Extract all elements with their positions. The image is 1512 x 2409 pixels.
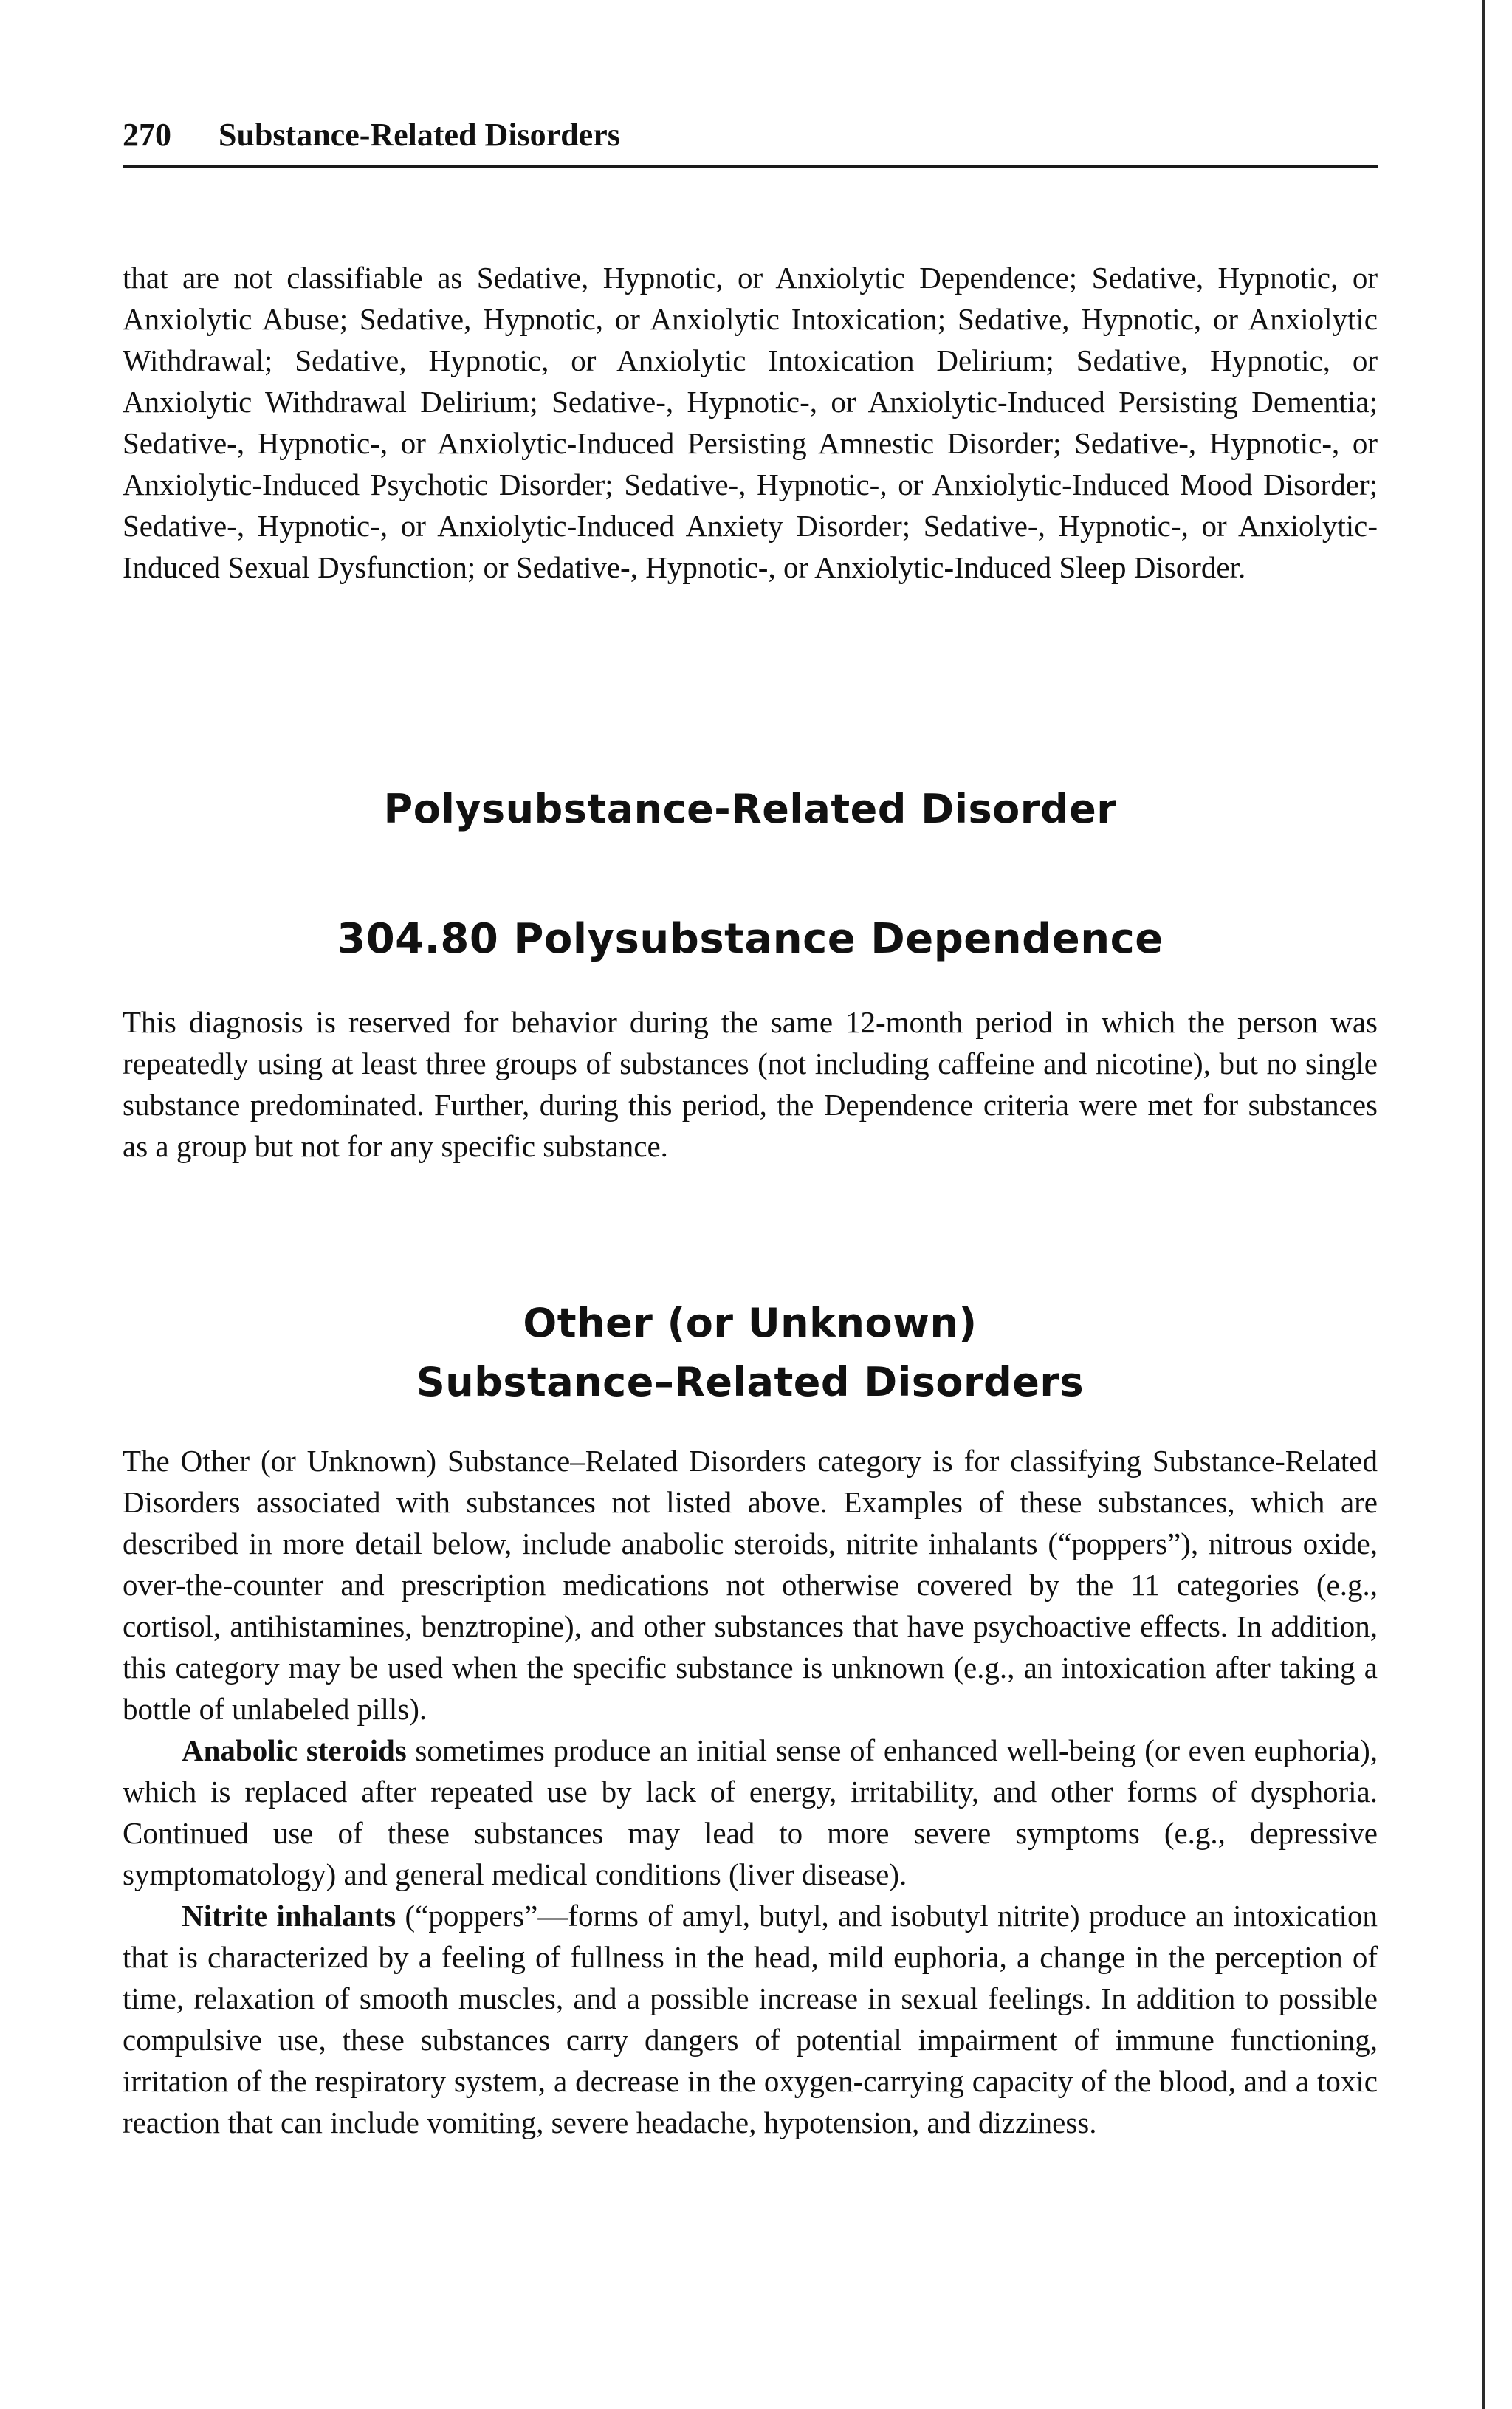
nitrite-inhalants-term: Nitrite inhalants (182, 1899, 396, 1933)
page-number: 270 (123, 117, 171, 153)
polysubstance-paragraph: This diagnosis is reserved for behavior during the same 12-month period in which the person was repeatedly using at least three groups of substances (not including caffeine and nicotine), but no single substance predominated. Further, during this period, the Dependence criteria were met for substances as a group but not for any specific substance. (123, 1005, 1378, 1163)
section-heading-polysubstance: Polysubstance-Related Disorder (383, 786, 1117, 832)
intro-paragraph-block (123, 257, 1378, 588)
polysubstance-paragraph-block (123, 1001, 1378, 1167)
anabolic-steroids-paragraph (123, 1730, 1378, 1895)
anabolic-steroids-text: sometimes produce an initial sense of enhanced well-being (or even euphoria), which is replaced after repeated use by lack of energy, irritability, and other forms of dysphoria. Continued use of these substances may lead to more severe symptoms (e.g., depressive symptomatology) and general medical conditions (liver disease). (123, 1733, 1378, 1891)
heading-line-1: Other (or Unknown) (523, 1300, 977, 1346)
running-header (123, 111, 1378, 160)
page-edge-line (1482, 0, 1485, 2409)
intro-paragraph: that are not classifiable as Sedative, Hypnotic, or Anxiolytic Dependence; Sedative, Hypnotic, or Anxiolytic Abuse; Sedative, Hypnotic, or Anxiolytic Intoxication; Sedative, Hypnotic, or Anxiolytic Withdrawal; Sedative, Hypnotic, or Anxiolytic Intoxication Delirium; Sedative, Hypnotic, or Anxiolytic Withdrawal Delirium; Sedative-, Hypnotic-, or Anxiolytic-Induced Persisting Dementia; Sedative-, Hypnotic-, or Anxiolytic-Induced Persisting Amnestic Disorder; Sedative-, Hypnotic-, or Anxiolytic-Induced Psychotic Disorder; Sedative-, Hypnotic-, or Anxiolytic-Induced Mood Disorder; Sedative-, Hypnotic-, or Anxiolytic-Induced Anxiety Disorder; Sedative-, Hypnotic-, or Anxiolytic-Induced Sexual Dysfunction; or Sedative-, Hypnotic-, or Anxiolytic-Induced Sleep Disorder. (123, 261, 1378, 584)
section-heading-other-unknown (123, 1294, 1378, 1412)
other-intro-paragraph: The Other (or Unknown) Substance–Related Disorders category is for classifying Substance-Related Disorders associated with substances not listed above. Examples of these substances, which are described in more detail below, include anabolic steroids, nitrite inhalants (“poppers”), nitrous oxide, over-the-counter and prescription medications not otherwise covered by the 11 categories (e.g., cortisol, antihistamines, benztropine), and other substances that have psychoactive effects. In addition, this category may be used when the specific substance is unknown (e.g., an intoxication after taking a bottle of unlabeled pills). (123, 1444, 1378, 1726)
running-title: Substance-Related Disorders (219, 117, 620, 153)
nitrite-inhalants-text: (“poppers”—forms of amyl, butyl, and isobutyl nitrite) produce an intoxication that is characterized by a feeling of fullness in the head, mild euphoria, a change in the perception of time, relaxation of smooth muscles, and a possible increase in sexual feelings. In addition to possible compulsive use, these substances carry dangers of potential impairment of immune functioning, irritation of the respiratory system, a decrease in the oxygen-carrying capacity of the blood, and a toxic reaction that can include vomiting, severe headache, hypotension, and dizziness. (123, 1899, 1378, 2139)
anabolic-steroids-term: Anabolic steroids (182, 1733, 407, 1767)
nitrite-inhalants-paragraph (123, 1895, 1378, 2143)
other-section-text-block (123, 1440, 1378, 2143)
diagnosis-code-heading: 304.80 Polysubstance Dependence (337, 915, 1164, 963)
header-rule (123, 165, 1378, 168)
heading-line-2: Substance–Related Disorders (416, 1359, 1085, 1405)
